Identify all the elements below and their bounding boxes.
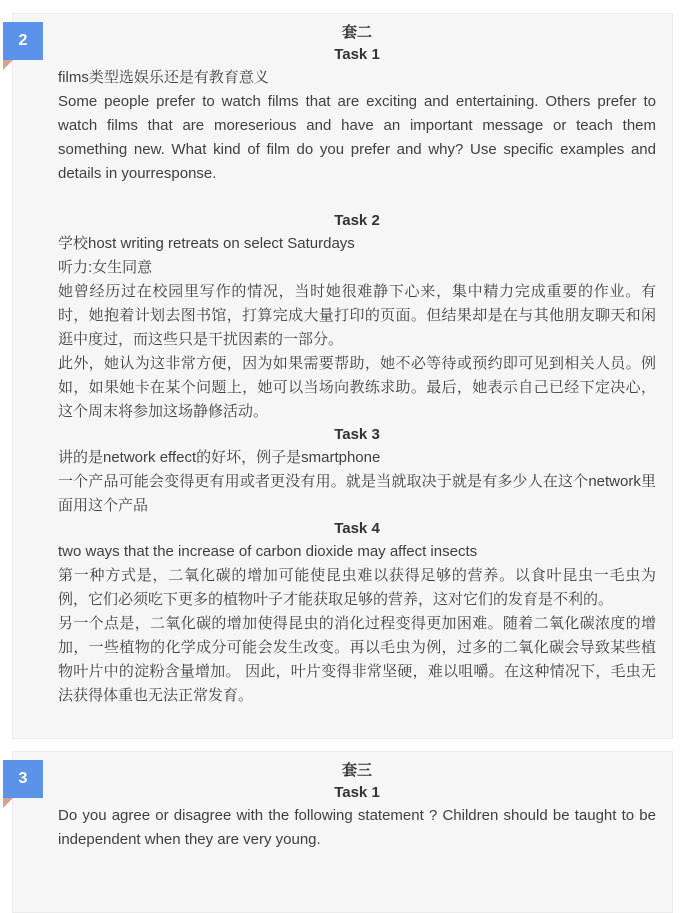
task-set-card-3 — [12, 751, 673, 913]
ribbon-fold-icon — [3, 60, 13, 70]
set-number-ribbon-2 — [3, 22, 43, 70]
set-title: 套三 — [341, 762, 372, 779]
set-number-ribbon-3 — [3, 760, 43, 808]
document-page — [0, 13, 685, 913]
task-paragraph: 学校host writing retreats on select Saturdays — [58, 235, 355, 252]
task-set-card-2 — [12, 13, 673, 739]
set-number-badge: 2 — [3, 22, 43, 60]
set-title: 套二 — [341, 24, 372, 41]
task-paragraph: 听力:女生同意 — [58, 259, 153, 276]
task-paragraph: Do you agree or disagree with the following statement ? Children should be taught to be independent when they are very young. — [58, 807, 656, 848]
task-paragraph: films类型选娱乐还是有教育意义 — [58, 69, 269, 86]
task-heading-3: Task 3 — [334, 426, 380, 443]
task-heading-4: Task 4 — [334, 520, 380, 537]
task-paragraph: 此外，她认为这非常方便，因为如果需要帮助，她不必等待或预约即可见到相关人员。例如，如果她卡在某个问题上，她可以当场向教练求助。最后，她表示自己已经下定决心，这个周末将参加这场静修活动。 — [58, 355, 656, 420]
set-number-badge: 3 — [3, 760, 43, 798]
task-paragraph: 讲的是network effect的好坏，例子是smartphone — [58, 449, 381, 466]
task-paragraph: two ways that the increase of carbon dioxide may affect insects — [58, 543, 478, 560]
blank-line — [58, 186, 656, 210]
task-paragraph: 另一个点是，二氧化碳的增加使得昆虫的消化过程变得更加困难。随着二氧化碳浓度的增加，一些植物的化学成分可能会发生改变。再以毛虫为例，过多的二氧化碳会导致某些植物叶片中的淀粉含量增加。 因此，叶片变得非常坚硬，难以咀嚼。在这种情况下，毛虫无法获得体重也无法正常发育。 — [58, 615, 656, 704]
task-heading-1: Task 1 — [334, 46, 380, 63]
task-paragraph: 第一种方式是，二氧化碳的增加可能使昆虫难以获得足够的营养。以食叶昆虫一毛虫为例，它们必须吃下更多的植物叶子才能获取足够的营养，这对它们的发育是不利的。 — [58, 567, 656, 608]
task-paragraph: 一个产品可能会变得更有用或者更没有用。就是当就取决于就是有多少人在这个network里面用这个产品 — [58, 473, 656, 514]
task-heading-1: Task 1 — [334, 784, 380, 801]
task-paragraph: Some people prefer to watch films that are exciting and entertaining. Others prefer to watch films that are moreserious and have an important message or teach them something new. What kind of film do you prefer and why? Use specific examples and details in yourresponse. — [58, 93, 656, 182]
task-heading-2: Task 2 — [334, 212, 380, 229]
ribbon-fold-icon — [3, 798, 13, 808]
task-paragraph: 她曾经历过在校园里写作的情况，当时她很难静下心来，集中精力完成重要的作业。有时，她抱着计划去图书馆，打算完成大量打印的页面。但结果却是在与其他朋友聊天和闲逛中度过，而这些只是干扰因素的一部分。 — [58, 283, 656, 348]
